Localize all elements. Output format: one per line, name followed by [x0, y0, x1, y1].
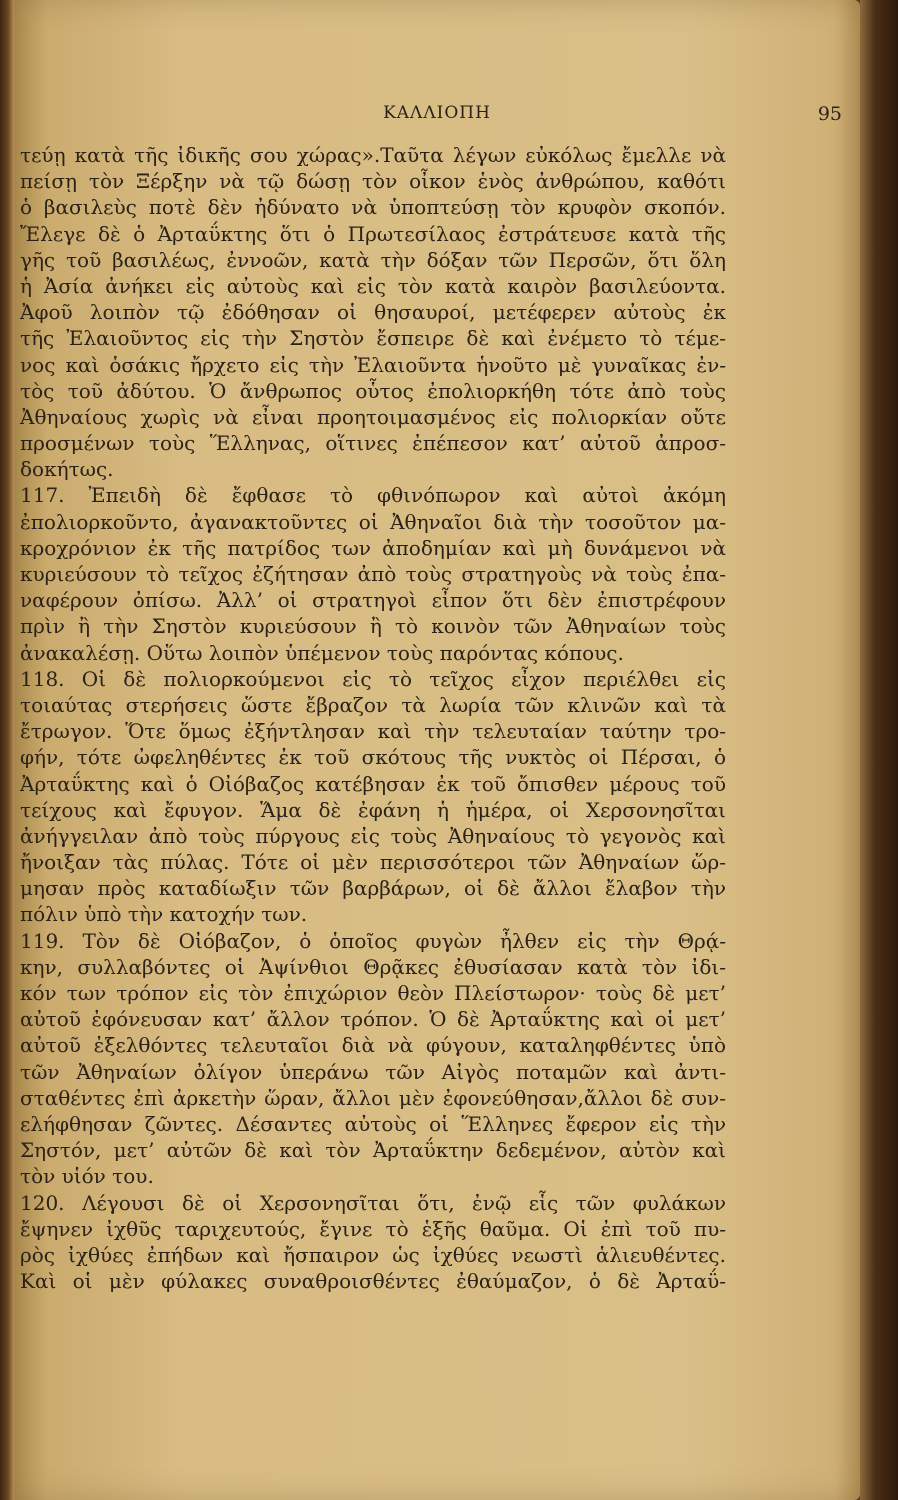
text-line: ἔτρωγον. Ὅτε ὅμως ἐξήντλησαν καὶ τὴν τελευταίαν ταύτην τρο-: [20, 719, 726, 744]
text-line: σταθέντες ἐπὶ ἀρκετὴν ὥραν, ἄλλοι μὲν ἐφονεύθησαν,ἄλλοι δὲ συν-: [20, 1085, 726, 1110]
text-line: ὁ βασιλεὺς ποτὲ δὲν ἠδύνατο νὰ ὑποπτεύσῃ τὸν κρυφὸν σκοπόν.: [20, 195, 726, 220]
text-line: Ἀθηναίους χωρὶς νὰ εἶναι προητοιμασμένος εἰς πολιορκίαν οὔτε: [20, 404, 726, 429]
text-line: Ἀρταΰκτης καὶ ὁ Οἰόβαζος κατέβησαν ἐκ τοῦ ὄπισθεν μέρους τοῦ: [20, 771, 726, 796]
text-line: πόλιν ὑπὸ τὴν κατοχήν των.: [20, 902, 308, 927]
text-line: Σηστόν, μετ’ αὐτῶν δὲ καὶ τὸν Ἀρταΰκτην δεδεμένον, αὐτὸν καὶ: [20, 1138, 726, 1163]
text-line: φήν, τότε ὠφεληθέντες ἐκ τοῦ σκότους τῆς νυκτὸς οἱ Πέρσαι, ὁ: [20, 745, 726, 770]
text-line: κροχρόνιον ἐκ τῆς πατρίδος των ἀποδημίαν καὶ μὴ δυνάμενοι νὰ: [20, 535, 726, 560]
text-line: τὸς τοῦ ἀδύτου. Ὁ ἄνθρωπος οὗτος ἐπολιορκήθη τότε ἀπὸ τοὺς: [20, 378, 726, 403]
text-line: προσμένων τοὺς Ἕλληνας, οἵτινες ἐπέπεσον κατ’ αὐτοῦ ἀπροσ-: [20, 431, 726, 456]
text-line: ελήφθησαν ζῶντες. Δέσαντες αὐτοὺς οἱ Ἕλληνες ἔφερον εἰς τὴν: [20, 1111, 726, 1136]
text-line: ἡ Ἀσία ἀνήκει εἰς αὐτοὺς καὶ εἰς τὸν κατὰ καιρὸν βασιλεύοντα.: [20, 273, 726, 298]
page-number: 95: [817, 103, 842, 125]
text-line: κυριεύσουν τὸ τεῖχος ἐζήτησαν ἀπὸ τοὺς στρατηγοὺς νὰ τοὺς ἐπα-: [20, 562, 726, 586]
text-line: δοκήτως.: [20, 457, 114, 482]
text-line: 120. Λέγουσι δὲ οἱ Χερσονησῖται ὅτι, ἐνῷ εἷς τῶν φυλάκων: [20, 1190, 726, 1215]
page-edge-shadow: [860, 0, 898, 1500]
text-line: Καὶ οἱ μὲν φύλακες συναθροισθέντες ἐθαύμαζον, ὁ δὲ Ἀρταΰ-: [20, 1269, 726, 1294]
text-line: 119. Τὸν δὲ Οἰόβαζον, ὁ ὁποῖος φυγὼν ἦλθεν εἰς τὴν Θρᾴ-: [20, 928, 726, 953]
text-line: 117. Ἐπειδὴ δὲ ἔφθασε τὸ φθινόπωρον καὶ αὐτοὶ ἀκόμη: [20, 483, 726, 508]
text-line: ἀνακαλέσῃ. Οὕτω λοιπὸν ὑπέμενον τοὺς παρόντας κόπους.: [20, 640, 624, 665]
text-line: πρὶν ἢ τὴν Σηστὸν κυριεύσουν ἢ τὸ κοινὸν τῶν Ἀθηναίων τοὺς: [20, 614, 726, 639]
text-line: ἐπολιορκοῦντο, ἀγανακτοῦντες οἱ Ἀθηναῖοι διὰ τὴν τοσοῦτον μα-: [20, 509, 726, 534]
text-line: ρὸς ἰχθύες ἐπήδων καὶ ἤσπαιρον ὡς ἰχθύες νεωστὶ ἁλιευθέντες.: [20, 1242, 726, 1267]
running-title: ΚΑΛΛΙΟΠΗ: [383, 103, 491, 123]
text-line: ἤνοιξαν τὰς πύλας. Τότε οἱ μὲν περισσότεροι τῶν Ἀθηναίων ὥρ-: [20, 850, 726, 875]
text-line: γῆς τοῦ βασιλέως, ἐννοῶν, κατὰ τὴν δόξαν τῶν Περσῶν, ὅτι ὅλη: [20, 247, 726, 272]
text-line: κην, συλλαβόντες οἱ Ἀψίνθιοι Θρᾷκες ἐθυσίασαν κατὰ τὸν ἰδι-: [20, 954, 726, 979]
text-line: τὸν υἱόν του.: [20, 1164, 154, 1189]
text-line: 118. Οἱ δὲ πολιορκούμενοι εἰς τὸ τεῖχος εἶχον περιέλθει εἰς: [20, 666, 726, 691]
text-line: νος καὶ ὁσάκις ἤρχετο εἰς τὴν Ἐλαιοῦντα ἡνοῦτο μὲ γυναῖκας ἐν-: [20, 352, 726, 377]
text-line: αὐτοῦ ἐφόνευσαν κατ’ ἄλλον τρόπον. Ὁ δὲ Ἀρταΰκτης καὶ οἱ μετ’: [20, 1007, 726, 1032]
text-line: τῶν Ἀθηναίων ὀλίγον ὑπεράνω τῶν Αἰγὸς ποταμῶν καὶ ἀντι-: [20, 1059, 726, 1084]
text-line: ἔψηνεν ἰχθῦς ταριχευτούς, ἔγινε τὸ ἑξῆς θαῦμα. Οἱ ἐπὶ τοῦ πυ-: [20, 1216, 726, 1241]
text-line: τεύῃ κατὰ τῆς ἰδικῆς σου χώρας».Ταῦτα λέγων εὐκόλως ἔμελλε νὰ: [20, 143, 726, 167]
body-text: [20, 142, 726, 1294]
text-line: Ἔλεγε δὲ ὁ Ἀρταΰκτης ὅτι ὁ Πρωτεσίλαος ἐστράτευσε κατὰ τῆς: [20, 221, 726, 246]
text-line: αὐτοῦ ἐξελθόντες τελευταῖοι διὰ νὰ φύγουν, καταληφθέντες ὑπὸ: [20, 1033, 726, 1058]
text-line: ναφέρουν ὀπίσω. Ἀλλ’ οἱ στρατηγοὶ εἶπον ὅτι δὲν ἐπιστρέφουν: [20, 588, 726, 613]
text-line: Ἀφοῦ λοιπὸν τῷ ἐδόθησαν οἱ θησαυροί, μετέφερεν αὐτοὺς ἐκ: [20, 300, 726, 325]
text-line: πείσῃ τὸν Ξέρξην νὰ τῷ δώσῃ τὸν οἶκον ἑνὸς ἀνθρώπου, καθότι: [20, 169, 726, 194]
text-line: ἀνήγγειλαν ἀπὸ τοὺς πύργους εἰς τοὺς Ἀθηναίους τὸ γεγονὸς καὶ: [20, 823, 726, 848]
text-line: κόν των τρόπον εἰς τὸν ἐπιχώριον θεὸν Πλείστωρον· τοὺς δὲ μετ’: [20, 981, 726, 1005]
text-line: τοιαύτας στερήσεις ὥστε ἔβραζον τὰ λωρία τῶν κλινῶν καὶ τὰ: [20, 692, 726, 717]
text-line: τείχους καὶ ἔφυγον. Ἅμα δὲ ἐφάνη ἡ ἡμέρα, οἱ Χερσονησῖται: [20, 797, 726, 822]
text-line: τῆς Ἐλαιοῦντος εἰς τὴν Σηστὸν ἔσπειρε δὲ καὶ ἐνέμετο τὸ τέμε-: [20, 326, 726, 351]
text-line: μησαν πρὸς καταδίωξιν τῶν βαρβάρων, οἱ δὲ ἄλλοι ἔλαβον τὴν: [20, 876, 726, 901]
book-spine-shadow: [0, 0, 14, 1500]
page-header: [14, 103, 860, 133]
